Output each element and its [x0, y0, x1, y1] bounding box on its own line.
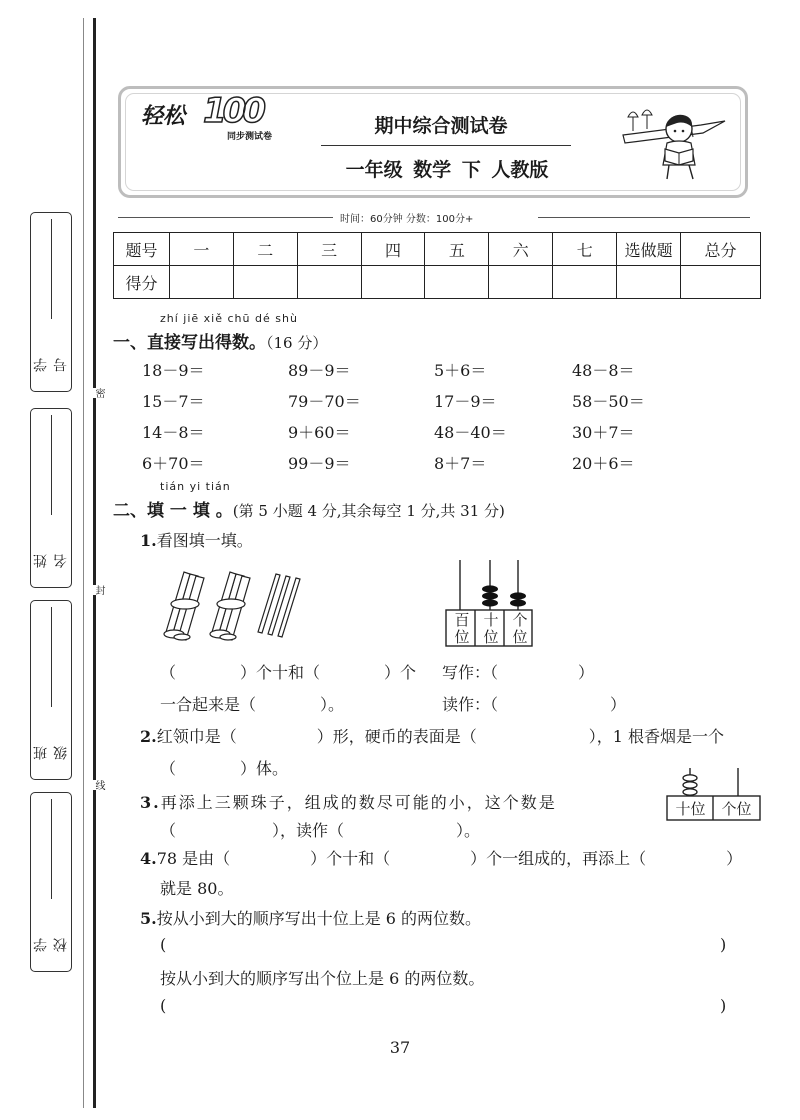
- cell-total: 总分: [681, 233, 761, 266]
- score-table-header-row: [114, 233, 761, 266]
- score-table: [113, 232, 761, 299]
- problem: 99－9＝: [288, 454, 351, 473]
- rule-left: [118, 217, 333, 218]
- page-number: 37: [389, 1038, 411, 1057]
- rule-right: [538, 217, 750, 218]
- abacus2-label-ones: 个位: [721, 800, 752, 818]
- score-table-score-row: [114, 266, 761, 299]
- exam-title: 期中综合测试卷: [374, 115, 508, 137]
- cell-part-2: 二: [233, 233, 297, 266]
- question-number: 2.: [140, 727, 157, 746]
- problem: 18－9＝: [142, 361, 205, 380]
- score-input[interactable]: [361, 266, 425, 299]
- section2-pinyin: tián yi tián: [160, 480, 231, 493]
- problem: 79－70＝: [288, 392, 361, 411]
- score-input[interactable]: [553, 266, 617, 299]
- cell-part-7: 七: [553, 233, 617, 266]
- school-box: [30, 792, 72, 972]
- section2-points: (第 5 小题 4 分,其余每空 1 分,共 31 分): [232, 502, 505, 520]
- question-text: 再添上三颗珠子，组成的数尽可能的小，这个数是: [160, 793, 557, 812]
- problem: 8＋7＝: [434, 454, 487, 473]
- cell-part-1: 一: [169, 233, 233, 266]
- title-rule: [321, 145, 571, 146]
- section1-points: （16 分）: [266, 334, 328, 352]
- score-input[interactable]: [489, 266, 553, 299]
- cell-part-6: 六: [489, 233, 553, 266]
- score-input[interactable]: [169, 266, 233, 299]
- header-banner: [118, 86, 748, 198]
- problem: 15－7＝: [142, 392, 205, 411]
- q1-blank-line2[interactable]: 一合起来是（ ）。: [160, 695, 345, 714]
- question-text: 按从小到大的顺序写出十位上是 6 的两位数。: [156, 909, 482, 928]
- fill-line: [51, 415, 52, 515]
- section2-title: [113, 496, 505, 521]
- cell-part-5: 五: [425, 233, 489, 266]
- school-label: 学校: [33, 924, 69, 953]
- stick-bundles-icon: [160, 566, 310, 646]
- abacus-label-tens: 十位: [483, 611, 499, 646]
- problem: 89－9＝: [288, 361, 351, 380]
- problem: 6＋70＝: [142, 454, 205, 473]
- cell-part-4: 四: [361, 233, 425, 266]
- logo-subtitle: 同步测试卷: [227, 132, 273, 142]
- problem: 48－8＝: [572, 361, 635, 380]
- problem: 58－50＝: [572, 392, 645, 411]
- section1-pinyin: zhí jiē xiě chū dé shù: [160, 312, 298, 325]
- binding-mark-line: 线: [93, 780, 104, 790]
- abacus-label-ones: 个位: [512, 611, 528, 646]
- name-box: [30, 408, 72, 588]
- class-box: [30, 600, 72, 780]
- logo-number: 100: [203, 91, 262, 131]
- score-input[interactable]: [617, 266, 681, 299]
- cell-part-3: 三: [297, 233, 361, 266]
- fill-line: [51, 799, 52, 899]
- question-text: 78 是由（ ）个十和（ ）个一组成的，再添上（ ）: [156, 849, 743, 868]
- question-4[interactable]: [140, 846, 742, 869]
- binding-mark-envelope: 封: [93, 585, 104, 595]
- q5-line3: 按从小到大的顺序写出个位上是 6 的两位数。: [160, 969, 485, 988]
- fill-line: [51, 219, 52, 319]
- question-3[interactable]: [140, 790, 557, 813]
- score-input[interactable]: [681, 266, 761, 299]
- question-text: 看图填一填。: [156, 531, 253, 550]
- problem: 30＋7＝: [572, 423, 635, 442]
- question-number: 1.: [140, 531, 157, 550]
- score-input[interactable]: [233, 266, 297, 299]
- problem: 20＋6＝: [572, 454, 635, 473]
- class-label: 班级: [33, 732, 69, 761]
- binding-line-thick: [93, 18, 96, 1108]
- student-reading-mascot-icon: [621, 103, 731, 183]
- name-label: 姓名: [33, 540, 69, 569]
- student-number-box: [30, 212, 72, 392]
- question-5: [140, 906, 481, 929]
- logo-text: 轻松: [141, 104, 186, 129]
- problem: 5＋6＝: [434, 361, 487, 380]
- cell-question-number: 题号: [114, 233, 170, 266]
- q2-blank-line2[interactable]: （ ）体。: [160, 759, 289, 778]
- section1-title: [113, 328, 327, 353]
- exam-subtitle: 一年级 数学 下 人教版: [345, 159, 549, 181]
- problem: 48－40＝: [434, 423, 507, 442]
- question-number: 5.: [140, 909, 157, 928]
- student-number-label: 学号: [33, 344, 69, 373]
- q1-blank-line1[interactable]: （ ）个十和（ ）个: [160, 663, 417, 682]
- score-input[interactable]: [297, 266, 361, 299]
- problem: 17－9＝: [434, 392, 497, 411]
- question-text: 红领巾是（ ）形，硬币的表面是（ ），1 根香烟是一个: [156, 727, 724, 746]
- cell-score-label: 得分: [114, 266, 170, 299]
- q4-line2: 就是 80。: [160, 879, 234, 898]
- question-number: 3.: [140, 793, 161, 812]
- binding-line-thin: [83, 18, 84, 1108]
- abacus2-label-tens: 十位: [675, 800, 706, 818]
- question-1: [140, 528, 253, 551]
- q1-read-blank[interactable]: 读作：（ ）: [442, 695, 627, 714]
- abacus-label-hundreds: 百位: [454, 611, 470, 646]
- section2-title-text: 二、填 一 填 。: [113, 501, 233, 521]
- score-input[interactable]: [425, 266, 489, 299]
- problem: 9＋60＝: [288, 423, 351, 442]
- cell-optional: 选做题: [617, 233, 681, 266]
- binding-mark-seal: 密: [93, 388, 104, 398]
- question-number: 4.: [140, 849, 157, 868]
- section1-title-text: 一、直接写出得数。: [113, 333, 266, 353]
- q1-write-blank[interactable]: 写作：（ ）: [442, 663, 595, 682]
- exam-info-line: [118, 210, 750, 224]
- q3-blank-line2[interactable]: （ ），读作（ ）。: [160, 821, 481, 840]
- fill-line: [51, 607, 52, 707]
- problem: 14－8＝: [142, 423, 205, 442]
- exam-time-score: 时间：60分钟 分数：100分+: [340, 214, 474, 225]
- question-2[interactable]: [140, 724, 724, 747]
